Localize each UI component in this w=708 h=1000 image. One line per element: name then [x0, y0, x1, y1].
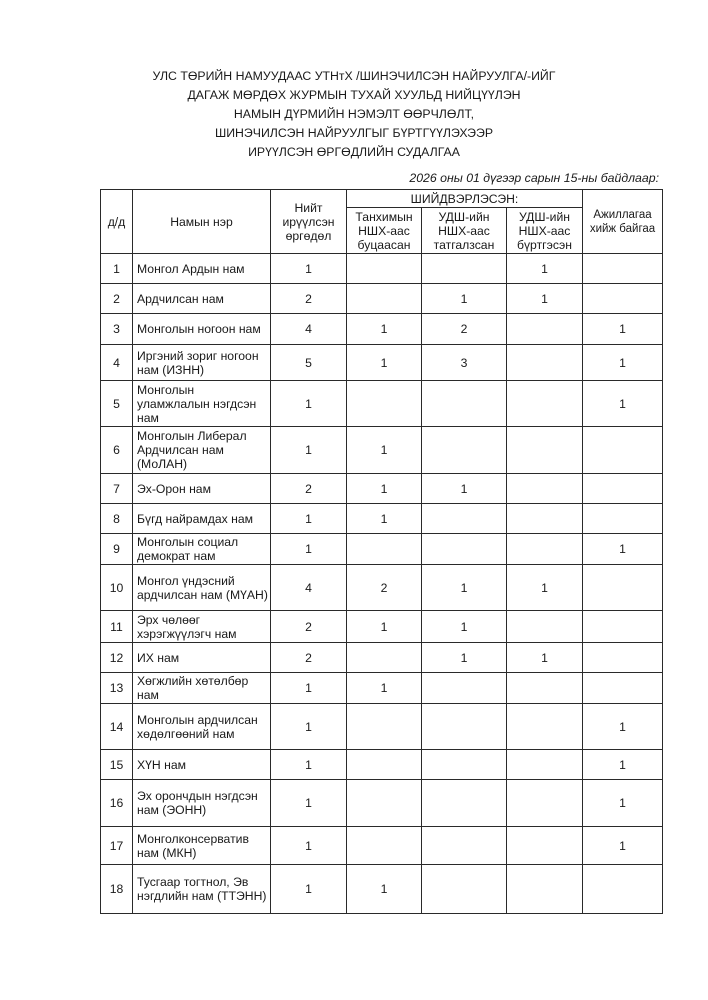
in-progress-cell [583, 611, 663, 643]
in-progress-cell [583, 284, 663, 314]
in-progress-cell [583, 427, 663, 474]
party-name: Монголын ардчилсан хөдөлгөөний нам [133, 704, 271, 750]
returned-cell: 1 [347, 865, 422, 914]
row-index: 4 [101, 345, 133, 381]
table-row [101, 381, 663, 427]
returned-cell [347, 827, 422, 865]
table-row [101, 565, 663, 611]
registered-cell: 1 [507, 284, 583, 314]
returned-cell [347, 284, 422, 314]
party-name: Монгол Ардын нам [133, 254, 271, 284]
party-name: Бүгд найрамдах нам [133, 504, 271, 534]
table-row [101, 534, 663, 565]
table-row [101, 427, 663, 474]
party-name: Монголын уламжлалын нэгдсэн нам [133, 381, 271, 427]
party-name: Монгол үндэсний ардчилсан нам (МҮАН) [133, 565, 271, 611]
row-index: 7 [101, 474, 133, 504]
table-row [101, 345, 663, 381]
party-name: Тусгаар тогтнол, Эв нэгдлийн нам (ТТЭНН) [133, 865, 271, 914]
header-returned: Танхимын НШХ-аас буцаасан [347, 208, 422, 254]
registered-cell: 1 [507, 254, 583, 284]
returned-cell [347, 254, 422, 284]
header-registered: УДШ-ийн НШХ-аас бүртгэсэн [507, 208, 583, 254]
registered-cell: 1 [507, 643, 583, 673]
table-row [101, 504, 663, 534]
returned-cell: 1 [347, 314, 422, 345]
in-progress-cell [583, 673, 663, 704]
total-cell: 1 [271, 704, 347, 750]
party-name: Монголконсерватив нам (МКН) [133, 827, 271, 865]
in-progress-cell: 1 [583, 534, 663, 565]
registered-cell [507, 381, 583, 427]
total-cell: 1 [271, 381, 347, 427]
in-progress-cell [583, 474, 663, 504]
in-progress-cell: 1 [583, 780, 663, 827]
table-row [101, 643, 663, 673]
table-row [101, 673, 663, 704]
total-cell: 1 [271, 750, 347, 780]
returned-cell [347, 780, 422, 827]
in-progress-cell [583, 865, 663, 914]
registered-cell [507, 611, 583, 643]
withdrawn-cell [422, 254, 507, 284]
party-name: Монголын социал демократ нам [133, 534, 271, 565]
withdrawn-cell: 1 [422, 474, 507, 504]
returned-cell [347, 750, 422, 780]
registered-cell [507, 504, 583, 534]
withdrawn-cell: 1 [422, 611, 507, 643]
withdrawn-cell [422, 827, 507, 865]
total-cell: 1 [271, 780, 347, 827]
in-progress-cell [583, 643, 663, 673]
row-index: 6 [101, 427, 133, 474]
party-name: ИХ нам [133, 643, 271, 673]
table-row [101, 780, 663, 827]
in-progress-cell: 1 [583, 827, 663, 865]
total-cell: 1 [271, 254, 347, 284]
header-withdrawn: УДШ-ийн НШХ-аас татгалзсан [422, 208, 507, 254]
applications-table [100, 189, 663, 914]
returned-cell [347, 704, 422, 750]
registered-cell [507, 750, 583, 780]
row-index: 13 [101, 673, 133, 704]
returned-cell [347, 534, 422, 565]
in-progress-cell [583, 504, 663, 534]
withdrawn-cell [422, 504, 507, 534]
table-row [101, 750, 663, 780]
row-index: 10 [101, 565, 133, 611]
total-cell: 1 [271, 504, 347, 534]
registered-cell [507, 534, 583, 565]
in-progress-cell: 1 [583, 314, 663, 345]
table-row [101, 474, 663, 504]
row-index: 11 [101, 611, 133, 643]
registered-cell [507, 314, 583, 345]
title-line: УЛС ТӨРИЙН НАМУУДААС УТНтХ /ШИНЭЧИЛСЭН НАЙРУУЛГА/-ИЙГ [152, 69, 556, 83]
table-row [101, 314, 663, 345]
withdrawn-cell: 3 [422, 345, 507, 381]
header-index: д/д [101, 190, 133, 254]
total-cell: 1 [271, 427, 347, 474]
in-progress-cell: 1 [583, 381, 663, 427]
withdrawn-cell [422, 427, 507, 474]
total-cell: 5 [271, 345, 347, 381]
returned-cell: 2 [347, 565, 422, 611]
returned-cell [347, 643, 422, 673]
returned-cell: 1 [347, 474, 422, 504]
returned-cell: 1 [347, 504, 422, 534]
withdrawn-cell: 1 [422, 643, 507, 673]
party-name: Эх орончдын нэгдсэн нам (ЭОНН) [133, 780, 271, 827]
row-index: 16 [101, 780, 133, 827]
as-of-date: 2026 оны 01 дүгээр сарын 15-ны байдлаар: [409, 171, 659, 185]
returned-cell: 1 [347, 427, 422, 474]
in-progress-cell: 1 [583, 750, 663, 780]
registered-cell [507, 780, 583, 827]
row-index: 9 [101, 534, 133, 565]
row-index: 14 [101, 704, 133, 750]
total-cell: 1 [271, 673, 347, 704]
returned-cell [347, 381, 422, 427]
row-index: 1 [101, 254, 133, 284]
registered-cell [507, 827, 583, 865]
total-cell: 2 [271, 611, 347, 643]
title-line: ДАГАЖ МӨРДӨХ ЖУРМЫН ТУХАЙ ХУУЛЬД НИЙЦҮҮЛЭН [187, 88, 521, 102]
withdrawn-cell [422, 534, 507, 565]
withdrawn-cell [422, 673, 507, 704]
total-cell: 4 [271, 314, 347, 345]
document-title [0, 67, 708, 162]
row-index: 2 [101, 284, 133, 314]
table-row [101, 827, 663, 865]
title-line: ИРҮҮЛСЭН ӨРГӨДЛИЙН СУДАЛГАА [248, 145, 460, 159]
in-progress-cell: 1 [583, 704, 663, 750]
row-index: 3 [101, 314, 133, 345]
registered-cell: 1 [507, 565, 583, 611]
total-cell: 2 [271, 643, 347, 673]
party-name: Ардчилсан нам [133, 284, 271, 314]
party-name: Иргэний зориг ногоон нам (ИЗНН) [133, 345, 271, 381]
total-cell: 1 [271, 865, 347, 914]
row-index: 15 [101, 750, 133, 780]
registered-cell [507, 427, 583, 474]
party-name: Эх-Орон нам [133, 474, 271, 504]
returned-cell: 1 [347, 611, 422, 643]
withdrawn-cell: 1 [422, 284, 507, 314]
total-cell: 1 [271, 534, 347, 565]
registered-cell [507, 345, 583, 381]
header-name: Намын нэр [133, 190, 271, 254]
title-line: НАМЫН ДҮРМИЙН НЭМЭЛТ ӨӨРЧЛӨЛТ, [233, 107, 475, 121]
registered-cell [507, 865, 583, 914]
registered-cell [507, 474, 583, 504]
table-row [101, 284, 663, 314]
registered-cell [507, 704, 583, 750]
returned-cell: 1 [347, 673, 422, 704]
total-cell: 4 [271, 565, 347, 611]
row-index: 18 [101, 865, 133, 914]
title-line: ШИНЭЧИЛСЭН НАЙРУУЛГЫГ БҮРТГҮҮЛЭХЭЭР [214, 126, 494, 140]
header-decided-group: ШИЙДВЭРЛЭСЭН: [347, 190, 583, 208]
withdrawn-cell [422, 704, 507, 750]
row-index: 12 [101, 643, 133, 673]
party-name: Монголын ногоон нам [133, 314, 271, 345]
party-name: Эрх чөлөөг хэрэгжүүлэгч нам [133, 611, 271, 643]
returned-cell: 1 [347, 345, 422, 381]
header-total: Нийт ирүүлсэн өргөдөл [271, 190, 347, 254]
in-progress-cell [583, 254, 663, 284]
withdrawn-cell: 2 [422, 314, 507, 345]
total-cell: 2 [271, 474, 347, 504]
table-row [101, 254, 663, 284]
total-cell: 1 [271, 827, 347, 865]
withdrawn-cell [422, 381, 507, 427]
table-row [101, 704, 663, 750]
party-name: Хөгжлийн хөтөлбөр нам [133, 673, 271, 704]
withdrawn-cell [422, 780, 507, 827]
withdrawn-cell [422, 750, 507, 780]
total-cell: 2 [271, 284, 347, 314]
table-row [101, 611, 663, 643]
withdrawn-cell: 1 [422, 565, 507, 611]
row-index: 5 [101, 381, 133, 427]
table-row [101, 865, 663, 914]
registered-cell [507, 673, 583, 704]
withdrawn-cell [422, 865, 507, 914]
party-name: ХҮН нам [133, 750, 271, 780]
header-in-progress: Ажиллагаа хийж байгаа [583, 190, 663, 254]
in-progress-cell: 1 [583, 345, 663, 381]
in-progress-cell [583, 565, 663, 611]
party-name: Монголын Либерал Ардчилсан нам (МоЛАН) [133, 427, 271, 474]
row-index: 8 [101, 504, 133, 534]
row-index: 17 [101, 827, 133, 865]
